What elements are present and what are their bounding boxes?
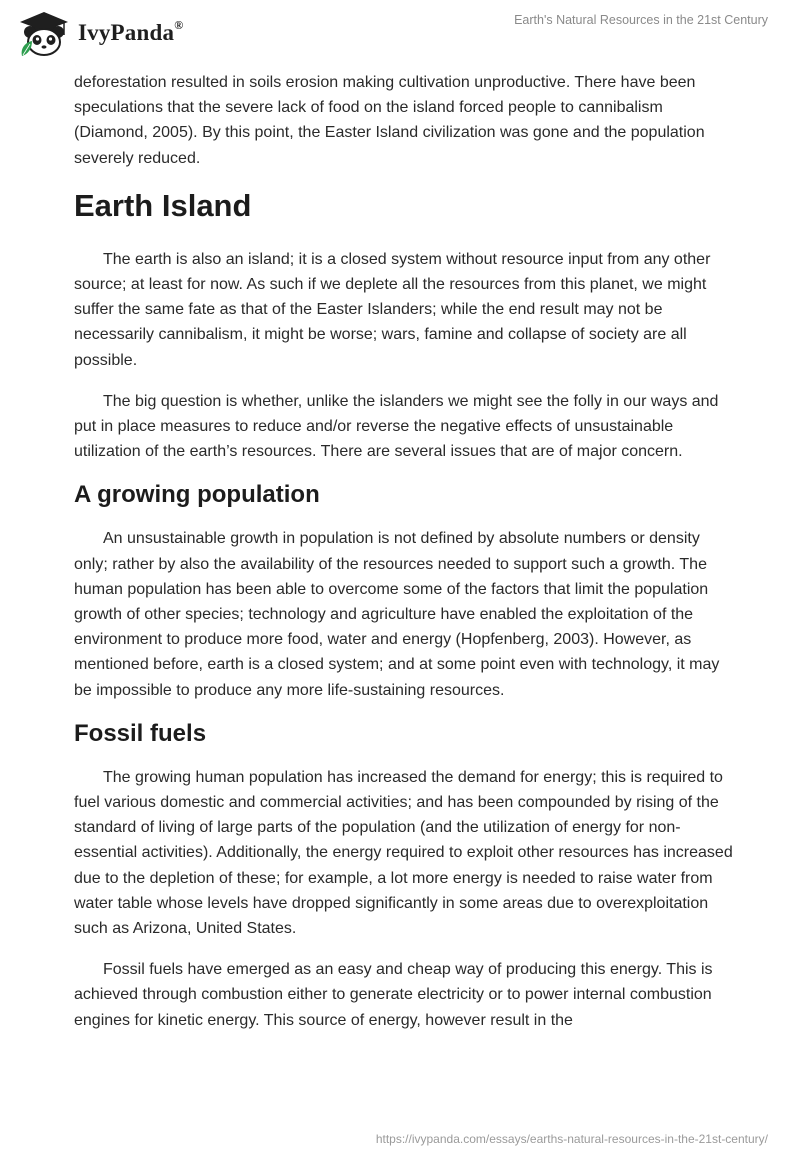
intro-paragraph: deforestation resulted in soils erosion making cultivation unproductive. There have been speculations that the severe lack of food on the island forced people to cannibalism (Diamond, 2005). By this point, the Easter Island civilization was gone and the population severely reduced. (74, 74, 705, 167)
page-header (0, 0, 800, 70)
essay-content (74, 70, 734, 1049)
paragraph: An unsustainable growth in population is not defined by absolute numbers or density only; rather by also the availability of the resources needed to support such a growth. The human population has been able to overcome some of the factors that limit the population growth of other species; technology and agriculture have enabled the exploitation of the environment to produce more food, water and energy (Hopfenberg, 2003). However, as mentioned before, earth is a closed system; and at some point even with technology, it may be impossible to produce any more life-sustaining resources. (74, 530, 720, 699)
paragraph: The earth is also an island; it is a closed system without resource input from any other source; at least for now. As such if we deplete all the resources from this planet, we might suffer the same fate as that of the Easter Islanders; while the end result may not be necessarily cannibalism, it might be worse; wars, famine and collapse of society are all possible. (74, 250, 711, 369)
ivypanda-logo[interactable] (14, 8, 224, 58)
section-heading-earth-island: Earth Island (74, 187, 252, 223)
paragraph: The growing human population has increased the demand for energy; this is required to fuel various domestic and commercial activities; and has been compounded by rising of the standard of living of large parts of the population (and the utilization of energy for non-essential activities). Additionally, the energy required to exploit other resources has increased due to the depletion of these; for example, a lot more energy is needed to raise water from water table whose levels have dropped significantly in some areas due to overexploitation such as Arizona, United States. (74, 768, 733, 938)
paragraph: The big question is whether, unlike the islanders we might see the folly in our ways and put in place measures to reduce and/or reverse the negative effects of unsustainable utilization of the earth’s resources. There are several issues that are of major concern. (74, 392, 719, 461)
document-title: Earth's Natural Resources in the 21st Century (514, 13, 768, 27)
paragraph: Fossil fuels have emerged as an easy and cheap way of producing this energy. This is achieved through combustion either to generate electricity or to power internal combustion engines for kinetic energy. This source of energy, however result in the (74, 961, 713, 1029)
section-heading-growing-population: A growing population (74, 481, 320, 509)
brand-text: IvyPanda (78, 20, 175, 45)
panda-graduate-icon (14, 8, 74, 58)
source-url[interactable]: https://ivypanda.com/essays/earths-natural-resources-in-the-21st-century/ (375, 1132, 768, 1146)
registered-mark: ® (174, 18, 184, 33)
section-heading-fossil-fuels: Fossil fuels (74, 719, 207, 747)
brand-name (78, 20, 183, 46)
